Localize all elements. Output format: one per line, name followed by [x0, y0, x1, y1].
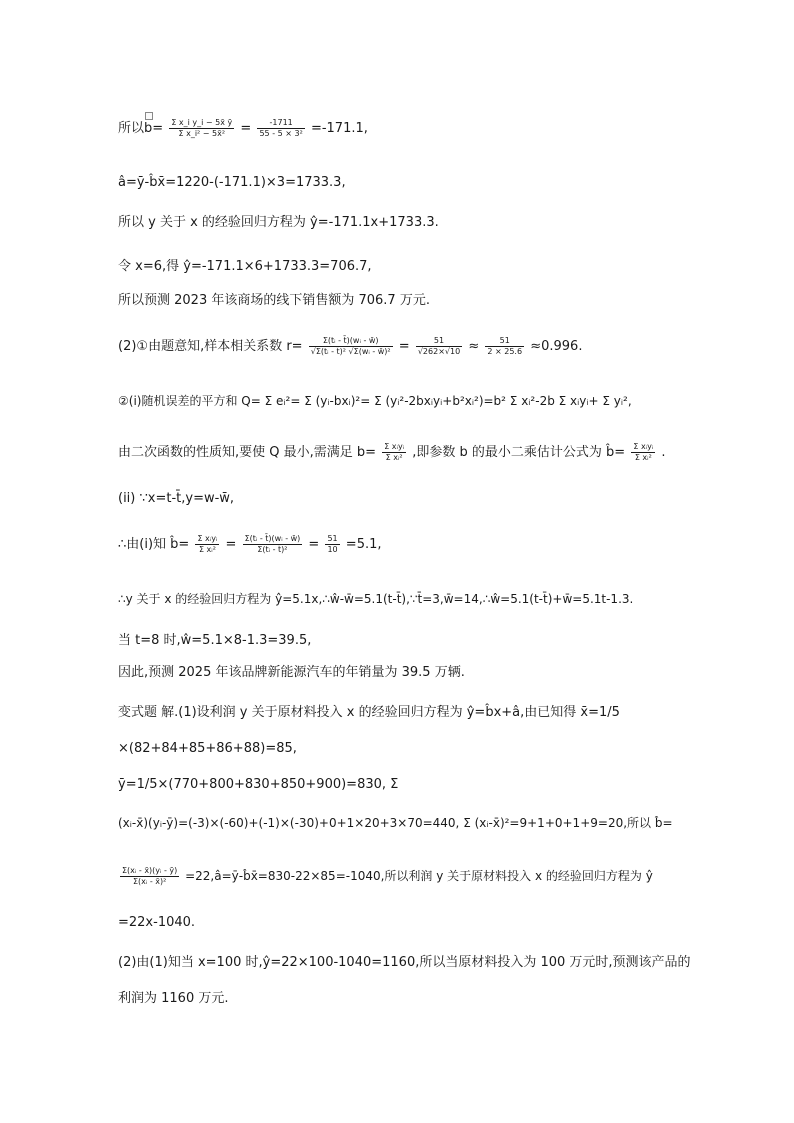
- line-19: =22x-1040.: [118, 915, 196, 930]
- text-span: =: [398, 339, 410, 354]
- numerator: Σ(xᵢ - x̄)(yᵢ - ȳ): [122, 866, 178, 875]
- line-6: [118, 336, 678, 357]
- denominator: Σ xᵢ²: [634, 453, 652, 462]
- line-9: (ii) ∵x=t-t̄,y=w-w̄,: [118, 491, 235, 506]
- numerator: 51: [485, 336, 524, 347]
- fraction: [631, 442, 655, 463]
- denominator: 2 × 25.6: [487, 347, 523, 356]
- text-span: =5.1,: [345, 537, 382, 552]
- line-16: ȳ=1/5×(770+800+830+850+900)=830, Σ: [118, 777, 399, 792]
- text-span: ,即参数 b 的最小二乘估计公式为 b̂=: [412, 445, 626, 460]
- denominator: 10: [327, 545, 338, 554]
- line-15: ×(82+84+85+86+88)=85,: [118, 741, 297, 756]
- numerator: Σ xᵢyᵢ: [384, 442, 405, 451]
- denominator: Σ x_i² − 5x̄²: [178, 129, 226, 138]
- fraction: [195, 534, 219, 555]
- text-span: =22,â=ȳ-b̂x̄=830-22×85=-1040,所以利润 y 关于原材料投入 x 的经验回归方程为 ŷ: [185, 869, 653, 883]
- text-span: =: [308, 537, 320, 552]
- fraction: [243, 534, 303, 555]
- text-span: ≈: [468, 339, 480, 354]
- fraction: [169, 118, 234, 139]
- line-14: 变式题 解.(1)设利润 y 关于原材料投入 x 的经验回归方程为 ŷ=b̂x+â,由已知得 x̄=1/5: [118, 705, 620, 720]
- text-span: (2)①由题意知,样本相关系数 r=: [118, 339, 303, 354]
- numerator: 51: [327, 534, 338, 543]
- denominator: √262×√10: [417, 347, 461, 356]
- denominator: Σ xᵢ²: [198, 545, 216, 554]
- denominator: Σ(xᵢ - x̄)²: [132, 877, 167, 886]
- text-span: =: [240, 121, 252, 136]
- line-8: [118, 442, 678, 463]
- fraction: [485, 336, 524, 357]
- numerator: 51: [416, 336, 462, 347]
- numerator: Σ xᵢyᵢ: [197, 534, 218, 543]
- text-span: =: [152, 121, 164, 136]
- fraction: [309, 336, 393, 357]
- line-12: 当 t=8 时,ŵ=5.1×8-1.3=39.5,: [118, 633, 312, 648]
- line-2: â=ȳ-b̂x̄=1220-(-171.1)×3=1733.3,: [118, 175, 346, 190]
- text-span: =-171.1,: [310, 121, 368, 136]
- text-span: 所以: [118, 121, 145, 136]
- line-21: 利润为 1160 万元.: [118, 991, 229, 1006]
- line-17: (xᵢ-x̄)(yᵢ-ȳ)=(-3)×(-60)+(-1)×(-30)+0+1×20+3×70=440, Σ (xᵢ-x̄)²=9+1+0+1+9=20,所以 b̂=: [118, 816, 673, 830]
- text-span: ≈0.996.: [530, 339, 583, 354]
- text-span: ∴由(i)知 b̂=: [118, 537, 190, 552]
- line-20: (2)由(1)知当 x=100 时,ŷ=22×100-1040=1160,所以当原材料投入为 100 万元时,预测该产品的: [118, 955, 691, 970]
- line-3: 所以 y 关于 x 的经验回归方程为 ŷ=-171.1x+1733.3.: [118, 215, 439, 230]
- line-7: ②(i)随机误差的平方和 Q= Σ eᵢ²= Σ (yᵢ-bxᵢ)²= Σ (yᵢ²-2bxᵢyᵢ+b²xᵢ²)=b² Σ xᵢ²-2b Σ xᵢyᵢ+ Σ yᵢ²,: [118, 394, 632, 408]
- numerator: Σ(tᵢ - t̄)(wᵢ - w̄): [244, 534, 301, 543]
- fraction: [257, 118, 304, 139]
- text-span: .: [661, 445, 666, 460]
- fraction: [120, 866, 179, 887]
- line-13: 因此,预测 2025 年该品牌新能源汽车的年销量为 39.5 万辆.: [118, 665, 465, 680]
- denominator: Σ xᵢ²: [385, 453, 403, 462]
- line-10: [118, 534, 678, 555]
- line-1: [118, 118, 678, 139]
- line-11: ∴y 关于 x 的经验回归方程为 ŷ=5.1x,∴ŵ-w̄=5.1(t-t̄),∵t̄=3,w̄=14,∴ŵ=5.1(t-t̄)+w̄=5.1t-1.3.: [118, 592, 634, 606]
- numerator: Σ x_i y_i − 5x̄ ȳ: [171, 118, 233, 127]
- numerator: Σ(tᵢ - t̄)(wᵢ - w̄): [309, 336, 393, 347]
- line-5: 所以预测 2023 年该商场的线下销售额为 706.7 万元.: [118, 293, 430, 308]
- numerator: Σ xᵢyᵢ: [633, 442, 654, 451]
- line-18: [118, 866, 678, 887]
- text-span: 由二次函数的性质知,要使 Q 最小,需满足 b=: [118, 445, 377, 460]
- fraction: [382, 442, 406, 463]
- line-4: 令 x=6,得 ŷ=-171.1×6+1733.3=706.7,: [118, 259, 372, 274]
- fraction: [325, 534, 339, 555]
- fraction: [416, 336, 462, 357]
- text-span: =: [225, 537, 237, 552]
- denominator: √Σ(tᵢ - t̄)² √Σ(wᵢ - w̄)²: [310, 347, 391, 356]
- numerator: -1711: [257, 118, 304, 129]
- denominator: Σ(tᵢ - t̄)²: [257, 545, 288, 554]
- b-hat: b: [144, 121, 153, 136]
- denominator: 55 - 5 × 3²: [259, 129, 303, 138]
